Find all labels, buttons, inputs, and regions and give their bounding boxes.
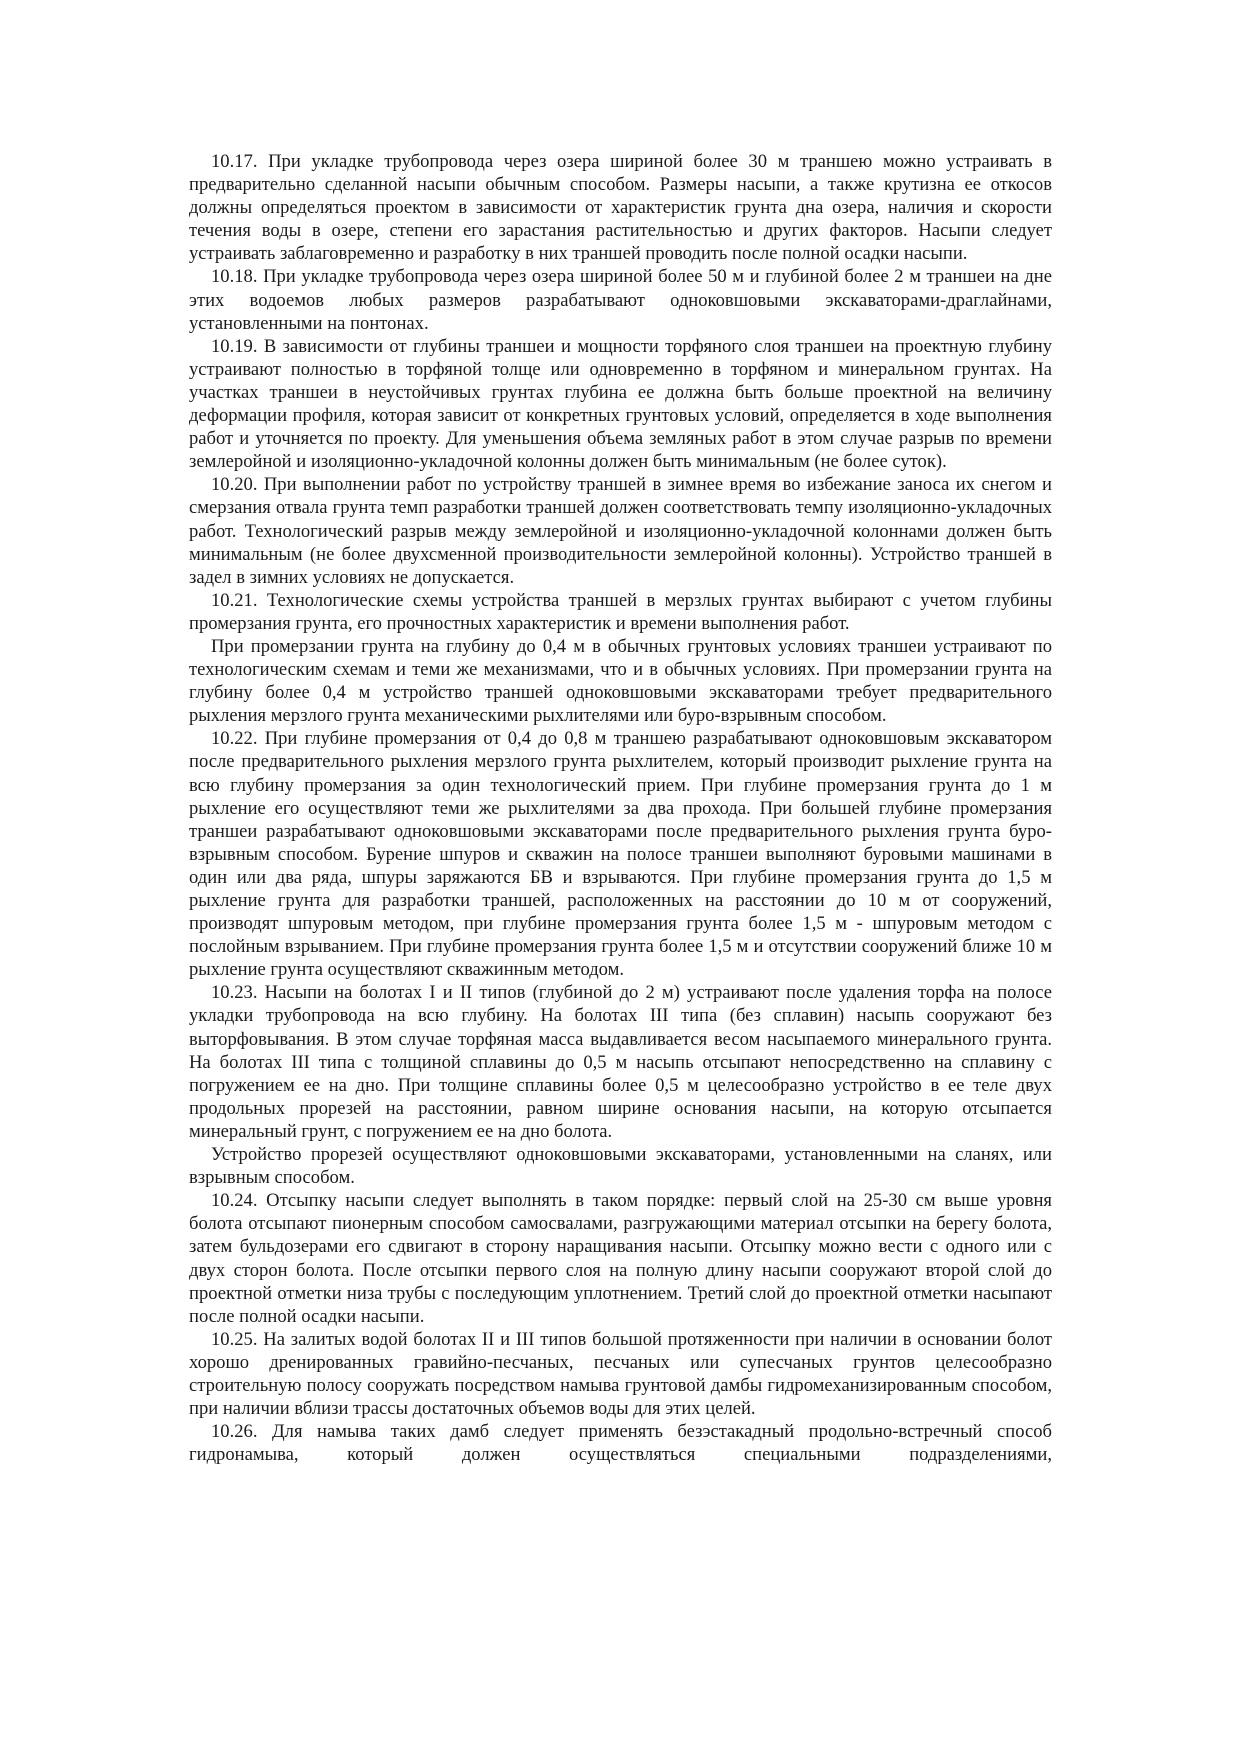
paragraph-10-19: 10.19. В зависимости от глубины траншеи и мощности торфяного слоя траншеи на проектную глубину устраивают полностью в торфяной толще или одновременно в торфяном и минеральном грунтах. На участках траншеи в неустойчивых грунтах глубина ее должна быть больше проектной на величину деформации профиля, которая зависит от конкретных грунтовых условий, определяется в ходе выполнения работ и уточняется по проекту. Для уменьшения объема земляных работ в этом случае разрыв по времени землеройной и изоляционно-укладочной колонны должен быть минимальным (не более суток). [189,335,1052,473]
paragraph-10-26: 10.26. Для намыва таких дамб следует применять безэстакадный продольно-встречный способ гидронамыва, который должен осуществляться специальными подразделениями, [189,1421,1052,1466]
document-page [189,150,1052,1466]
paragraph-10-20: 10.20. При выполнении работ по устройству траншей в зимнее время во избежание заноса их снегом и смерзания отвала грунта темп разработки траншей должен соответствовать темпу изоляционно-укладочных работ. Технологический разрыв между землеройной и изоляционно-укладочной колоннами должен быть минимальным (не более двухсменной производительности землеройной колонны). Устройство траншей в задел в зимних условиях не допускается. [189,474,1052,588]
paragraph-10-23: 10.23. Насыпи на болотах I и II типов (глубиной до 2 м) устраивают после удаления торфа на полосе укладки трубопровода на всю глубину. На болотах III типа (без сплавин) насыпь сооружают без выторфовывания. В этом случае торфяная масса выдавливается весом насыпаемого минерального грунта. На болотах III типа с толщиной сплавины до 0,5 м насыпь отсыпают непосредственно на сплавину с погружением ее на дно. При толщине сплавины более 0,5 м целесообразно устройство в ее теле двух продольных прорезей на расстоянии, равном ширине основания насыпи, на которую отсыпается минеральный грунт, с погружением ее на дно болота. [189,982,1052,1142]
paragraph-10-18: 10.18. При укладке трубопровода через озера шириной более 50 м и глубиной более 2 м траншеи на дне этих водоемов любых размеров разрабатывают одноковшовыми экскаваторами-драглайнами, установленными на понтонах. [189,266,1052,334]
paragraph-10-23-continued: Устройство прорезей осуществляют одноковшовыми экскаваторами, установленными на сланях, или взрывным способом. [189,1144,1052,1189]
paragraph-10-21-continued: При промерзании грунта на глубину до 0,4 м в обычных грунтовых условиях траншеи устраивают по технологическим схемам и теми же механизмами, что и в обычных условиях. При промерзании грунта на глубину более 0,4 м устройство траншей одноковшовыми экскаваторами требует предварительного рыхления мерзлого грунта механическими рыхлителями или буро-взрывным способом. [189,635,1052,727]
paragraph-10-22: 10.22. При глубине промерзания от 0,4 до 0,8 м траншею разрабатывают одноковшовым экскаватором после предварительного рыхления мерзлого грунта рыхлителем, который производит рыхление грунта на всю глубину промерзания за один технологический прием. При глубине промерзания грунта до 1 м рыхление его осуществляют теми же рыхлителями за два прохода. При большей глубине промерзания траншеи разрабатывают одноковшовыми экскаваторами после предварительного рыхления грунта буро-взрывным способом. Бурение шпуров и скважин на полосе траншеи выполняют буровыми машинами в один или два ряда, шпуры заряжаются БВ и взрываются. При глубине промерзания грунта до 1,5 м рыхление грунта для разработки траншей, расположенных на расстоянии до 10 м от сооружений, производят шпуровым методом, при глубине промерзания грунта более 1,5 м - шпуровым методом с послойным взрыванием. При глубине промерзания грунта более 1,5 м и отсутствии сооружений ближе 10 м рыхление грунта осуществляют скважинным методом. [189,728,1052,981]
paragraph-10-21: 10.21. Технологические схемы устройства траншей в мерзлых грунтах выбирают с учетом глубины промерзания грунта, его прочностных характеристик и времени выполнения работ. [189,589,1052,634]
paragraph-10-25: 10.25. На залитых водой болотах II и III типов большой протяженности при наличии в основании болот хорошо дренированных гравийно-песчаных, песчаных или супесчаных грунтов целесообразно строительную полосу сооружать посредством намыва грунтовой дамбы гидромеханизированным способом, при наличии вблизи трассы достаточных объемов воды для этих целей. [189,1328,1052,1420]
paragraph-10-24: 10.24. Отсыпку насыпи следует выполнять в таком порядке: первый слой на 25-30 см выше уровня болота отсыпают пионерным способом самосвалами, разгружающими материал отсыпки на берегу болота, затем бульдозерами его сдвигают в сторону наращивания насыпи. Отсыпку можно вести с одного или с двух сторон болота. После отсыпки первого слоя на полную длину насыпи сооружают второй слой до проектной отметки низа трубы с последующим уплотнением. Третий слой до проектной отметки насыпают после полной осадки насыпи. [189,1190,1052,1327]
paragraph-10-17: 10.17. При укладке трубопровода через озера шириной более 30 м траншею можно устраивать в предварительно сделанной насыпи обычным способом. Размеры насыпи, а также крутизна ее откосов должны определяться проектом в зависимости от характеристик грунта дна озера, наличия и скорости течения воды в озере, степени его зарастания растительностью и других факторов. Насыпи следует устраивать заблаговременно и разработку в них траншей проводить после полной осадки насыпи. [189,151,1052,265]
